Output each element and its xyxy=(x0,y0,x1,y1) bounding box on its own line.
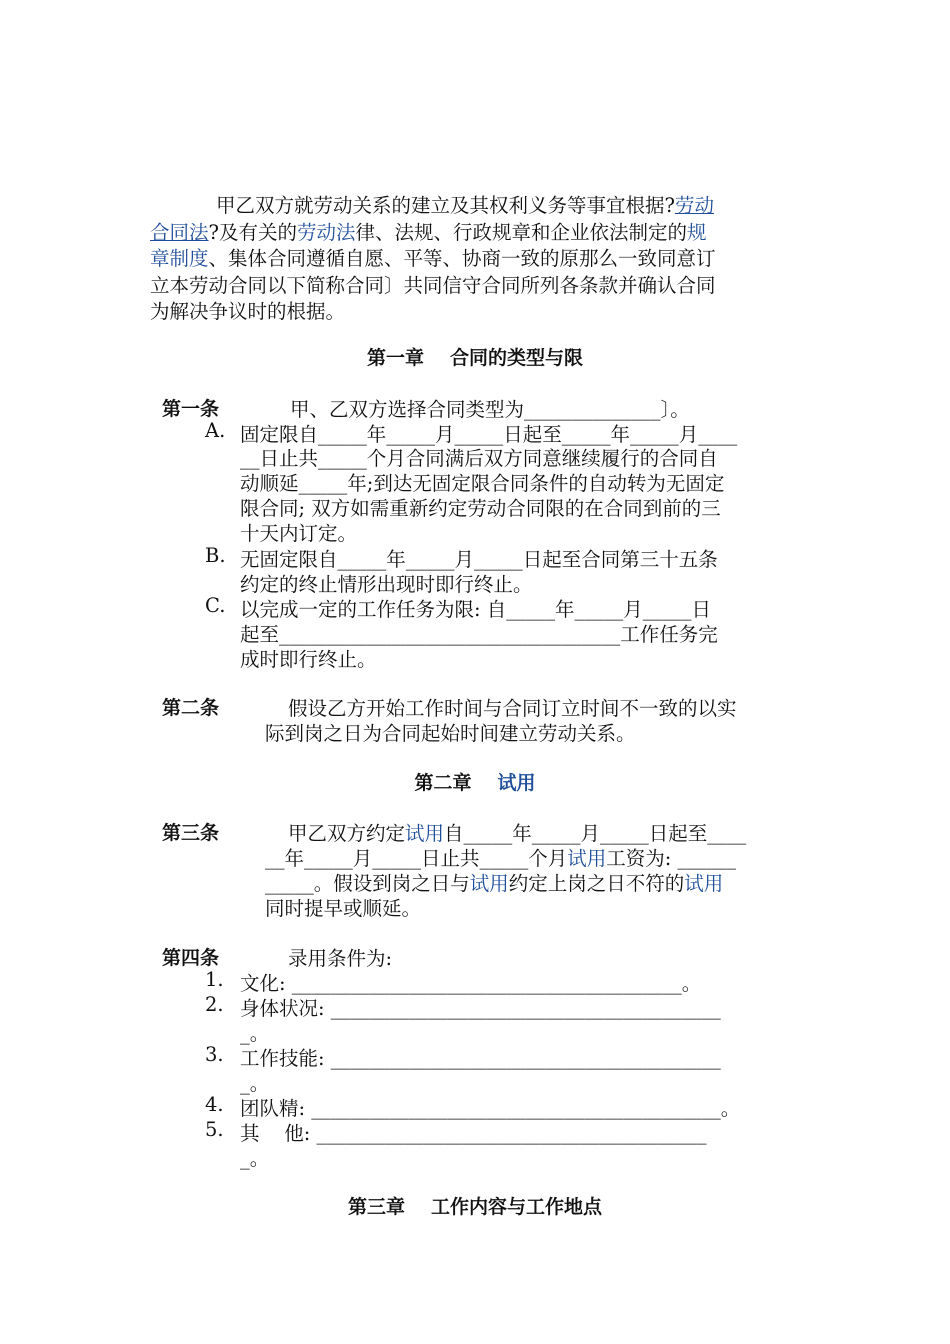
condition-mark: 5. xyxy=(205,1118,224,1141)
option-c-text: 以完成一定的工作任务为限: 自_____年_____月_____日 xyxy=(240,598,712,621)
condition-text: _。 xyxy=(240,1072,270,1095)
option-a-text: __日止共_____个月合同满后双方同意继续履行的合同自 xyxy=(240,447,718,470)
link-probation[interactable]: 试用 xyxy=(684,872,724,895)
article-3-line xyxy=(265,843,736,871)
article-4-intro: 录用条件为: xyxy=(288,947,393,970)
condition-text: _。 xyxy=(240,1022,270,1045)
link-rules[interactable]: 规 xyxy=(687,220,707,244)
link-probation[interactable]: 试用 xyxy=(567,847,607,870)
article-3-line xyxy=(265,868,723,896)
condition-mark: 4. xyxy=(205,1093,224,1116)
chapter-number: 第一章 xyxy=(366,347,424,369)
intro-text: 、集体合同遵循自愿、平等、协商一致的原那么一致同意订 xyxy=(208,247,716,270)
intro-text: ?及有关的 xyxy=(208,220,297,244)
article-3-text: 甲乙双方约定 xyxy=(288,822,406,845)
condition-text: 其 他: ________________________________________ xyxy=(240,1122,707,1145)
link-rules-cont[interactable]: 章制度 xyxy=(150,247,209,270)
option-c-text: 起至___________________________________工作任务完 xyxy=(240,623,718,646)
article-3-text: 约定上岗之日不符的 xyxy=(508,872,685,895)
article-2-label: 第二条 xyxy=(162,697,220,719)
condition-text: 身体状况: ________________________________________ xyxy=(240,997,721,1020)
article-3-text: 自_____年_____月_____日起至____ xyxy=(444,822,747,845)
condition-text: 文化: ________________________________________。 xyxy=(240,972,702,995)
option-a-text: 十天内订定。 xyxy=(240,522,358,545)
article-1-label: 第一条 xyxy=(162,398,220,420)
option-a-text: 限合同; 双方如需重新约定劳动合同限的在合同到前的三 xyxy=(240,497,721,520)
article-3-label: 第三条 xyxy=(162,822,220,844)
link-labor-law[interactable]: 劳动法 xyxy=(296,220,356,244)
option-a-text: 固定限自_____年_____月_____日起至_____年_____月____ xyxy=(240,423,738,446)
chapter-number: 第二章 xyxy=(414,772,472,794)
chapter-1-heading xyxy=(150,343,800,370)
article-2-text: 际到岗之日为合同起始时间建立劳动关系。 xyxy=(265,722,636,745)
condition-mark: 3. xyxy=(205,1043,224,1066)
intro-text: 为解决争议时的根据。 xyxy=(150,300,346,323)
option-a-mark: A. xyxy=(205,419,226,442)
option-b-text: 无固定限自_____年_____月_____日起至合同第三十五条 xyxy=(240,548,718,571)
option-b-mark: B. xyxy=(205,544,226,567)
intro-paragraph xyxy=(150,193,800,326)
article-3-text: 同时提早或顺延。 xyxy=(265,897,422,920)
option-c-mark: C. xyxy=(205,594,226,617)
intro-text: 甲乙双方就劳动关系的建立及其权利义务等事宜根据? xyxy=(216,194,675,217)
article-1-text: 甲、乙双方选择合同类型为______________〕。 xyxy=(290,398,690,421)
option-b-text: 约定的终止情形出现时即行终止。 xyxy=(240,573,533,596)
chapter-number: 第三章 xyxy=(347,1196,405,1218)
article-3-text: 工资为: ______ xyxy=(606,847,737,870)
chapter-title: 合同的类型与限 xyxy=(450,347,584,369)
chapter-title-link[interactable]: 试用 xyxy=(497,772,536,794)
article-4-label: 第四条 xyxy=(162,947,220,969)
chapter-2-heading xyxy=(150,768,800,795)
intro-text: 立本劳动合同以下简称合同〕共同信守合同所列各条款并确认合同 xyxy=(150,273,716,297)
intro-text: 律、法规、行政规章和企业依法制定的 xyxy=(355,220,688,244)
link-contract-law[interactable]: 合同法 xyxy=(150,220,209,244)
article-3-text: __年_____月_____日止共_____个月 xyxy=(265,847,568,870)
article-2-text: 假设乙方开始工作时间与合同订立时间不一致的以实 xyxy=(288,697,737,720)
condition-mark: 1. xyxy=(205,968,224,991)
article-3-line xyxy=(288,818,746,846)
condition-mark: 2. xyxy=(205,993,224,1016)
option-a-text: 动顺延_____年;到达无固定限合同条件的自动转为无固定 xyxy=(240,472,725,495)
condition-text: 团队精: __________________________________________。 xyxy=(240,1097,741,1120)
condition-text: 工作技能: ________________________________________ xyxy=(240,1047,721,1070)
link-probation[interactable]: 试用 xyxy=(469,872,509,895)
link-probation[interactable]: 试用 xyxy=(405,822,445,845)
option-c-text: 成时即行终止。 xyxy=(240,648,377,671)
condition-text: _。 xyxy=(240,1147,270,1170)
chapter-title: 工作内容与工作地点 xyxy=(431,1196,603,1218)
link-labor[interactable]: 劳动 xyxy=(674,194,714,217)
chapter-3-heading xyxy=(150,1192,800,1219)
article-3-text: _____。假设到岗之日与 xyxy=(265,872,470,895)
